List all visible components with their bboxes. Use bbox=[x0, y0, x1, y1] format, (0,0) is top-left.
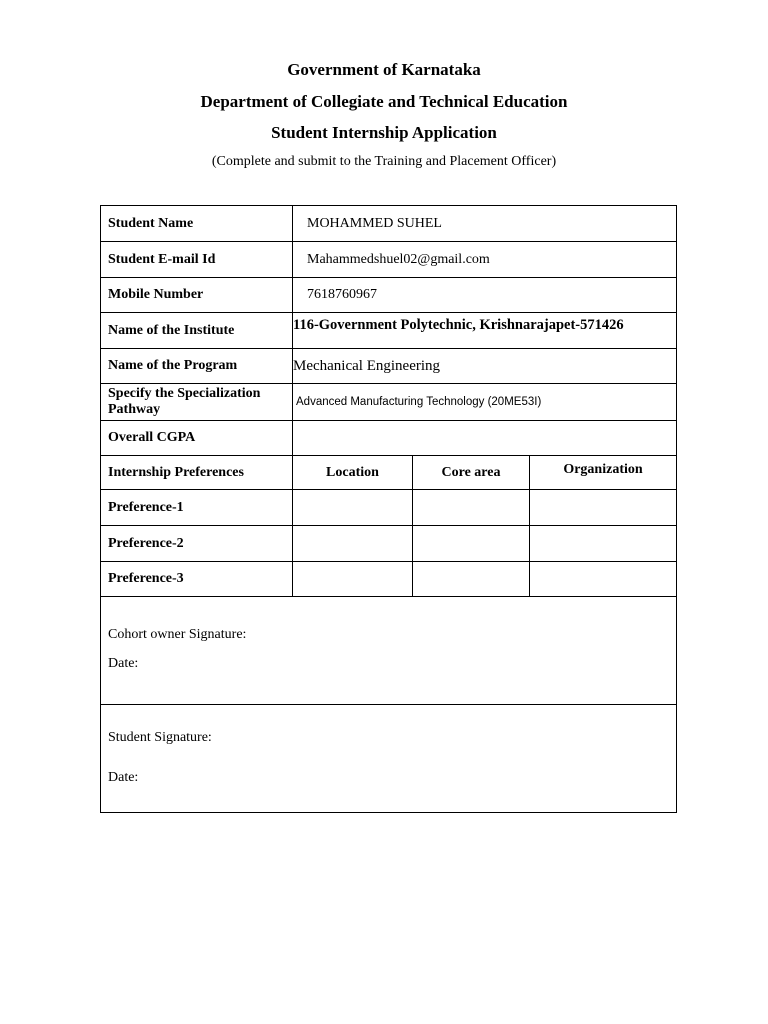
row-specialization bbox=[101, 384, 677, 421]
preference-1-core-area[interactable] bbox=[413, 490, 530, 526]
row-cohort-signature bbox=[101, 597, 677, 705]
mobile-value[interactable]: 7618760967 bbox=[293, 278, 677, 313]
cohort-date-label: Date: bbox=[108, 656, 139, 671]
preference-row bbox=[101, 526, 677, 562]
preference-1-location[interactable] bbox=[293, 490, 413, 526]
preference-3-core-area[interactable] bbox=[413, 562, 530, 597]
application-form-table bbox=[100, 205, 677, 813]
row-student-signature bbox=[101, 705, 677, 813]
column-organization: Organization bbox=[530, 456, 677, 490]
row-student-name bbox=[101, 206, 677, 242]
preference-2-organization[interactable] bbox=[530, 526, 677, 562]
preference-row bbox=[101, 490, 677, 526]
student-name-label: Student Name bbox=[101, 206, 293, 242]
row-preferences-header bbox=[101, 456, 677, 490]
preference-3-label: Preference-3 bbox=[101, 562, 293, 597]
mobile-label: Mobile Number bbox=[101, 278, 293, 313]
preference-3-location[interactable] bbox=[293, 562, 413, 597]
email-label: Student E-mail Id bbox=[101, 242, 293, 278]
specialization-value[interactable]: Advanced Manufacturing Technology (20ME53I) bbox=[293, 384, 677, 421]
cgpa-value[interactable] bbox=[293, 421, 677, 456]
column-location: Location bbox=[293, 456, 413, 490]
row-institute bbox=[101, 313, 677, 349]
preference-2-core-area[interactable] bbox=[413, 526, 530, 562]
preference-2-location[interactable] bbox=[293, 526, 413, 562]
preference-2-label: Preference-2 bbox=[101, 526, 293, 562]
institute-value[interactable]: 116-Government Polytechnic, Krishnarajapet-571426 bbox=[293, 313, 677, 349]
row-cgpa bbox=[101, 421, 677, 456]
preference-1-organization[interactable] bbox=[530, 490, 677, 526]
institute-label: Name of the Institute bbox=[101, 313, 293, 349]
row-mobile bbox=[101, 278, 677, 313]
cgpa-label: Overall CGPA bbox=[101, 421, 293, 456]
preference-1-label: Preference-1 bbox=[101, 490, 293, 526]
preferences-label: Internship Preferences bbox=[101, 456, 293, 490]
program-label: Name of the Program bbox=[101, 349, 293, 384]
preference-3-organization[interactable] bbox=[530, 562, 677, 597]
cohort-signature-label: Cohort owner Signature: bbox=[108, 627, 247, 642]
student-name-value[interactable]: MOHAMMED SUHEL bbox=[293, 206, 677, 242]
student-signature-block[interactable] bbox=[101, 705, 677, 813]
preference-row bbox=[101, 562, 677, 597]
row-email bbox=[101, 242, 677, 278]
specialization-label: Specify the Specialization Pathway bbox=[101, 384, 293, 421]
form-title: Student Internship Application bbox=[271, 123, 497, 142]
student-date-label: Date: bbox=[108, 770, 139, 785]
header-government: Government of Karnataka bbox=[287, 60, 481, 79]
form-instruction: (Complete and submit to the Training and Placement Officer) bbox=[211, 154, 557, 169]
email-value[interactable]: Mahammedshuel02@gmail.com bbox=[293, 242, 677, 278]
row-program bbox=[101, 349, 677, 384]
header-department: Department of Collegiate and Technical Education bbox=[200, 92, 568, 111]
student-signature-label: Student Signature: bbox=[108, 730, 212, 745]
cohort-signature-block[interactable] bbox=[101, 597, 677, 705]
column-core-area: Core area bbox=[413, 456, 530, 490]
program-value[interactable]: Mechanical Engineering bbox=[293, 349, 677, 384]
